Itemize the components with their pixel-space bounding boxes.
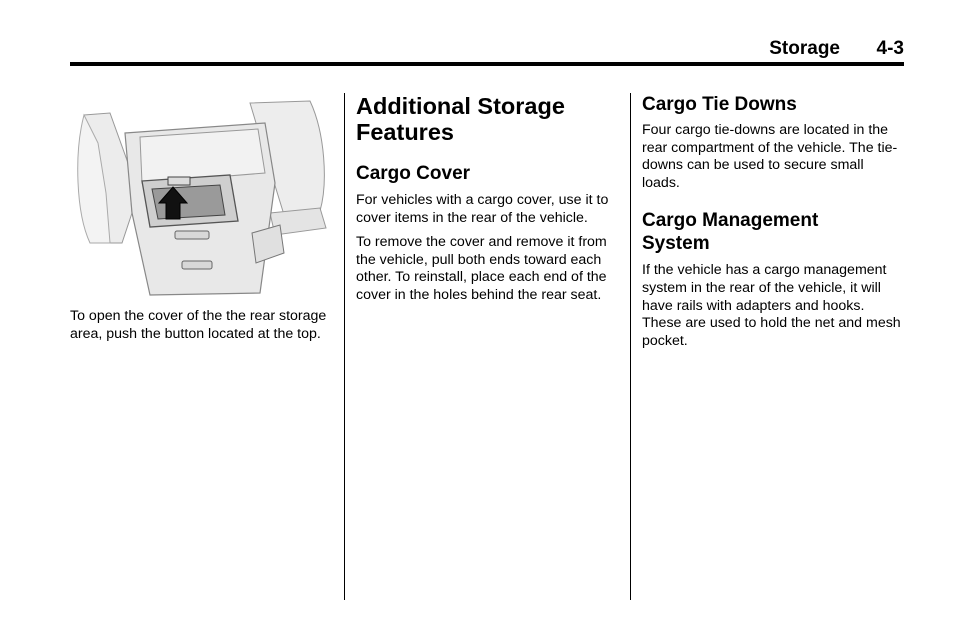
- cargo-cover-heading: Cargo Cover: [356, 163, 471, 184]
- header-rule: [70, 62, 904, 66]
- column-divider-1: [344, 93, 345, 600]
- console-storage-illustration-icon: [70, 93, 334, 298]
- section-heading-line2: Features: [356, 119, 454, 145]
- page-header: [70, 38, 904, 62]
- section-title: Storage: [769, 38, 840, 59]
- figure-caption: To open the cover of the the rear storage area, push the button located at the top.: [70, 308, 327, 342]
- middle-column: [356, 93, 618, 305]
- column-divider-2: [630, 93, 631, 600]
- cargo-cover-paragraph-1: For vehicles with a cargo cover, use it to cover items in the rear of the vehicle.: [356, 192, 609, 226]
- cargo-management-heading-line1: Cargo Management: [642, 210, 819, 232]
- right-column: [642, 93, 904, 350]
- cargo-cover-paragraph-2: To remove the cover and remove it from the vehicle, pull both ends toward each other. To reinstall, place each end of the cover in the holes behind the rear seat.: [356, 234, 607, 303]
- cargo-management-paragraph: If the vehicle has a cargo management system in the rear of the vehicle, it will have rails with adapters and hooks. These are used to hold the net and mesh pocket.: [642, 262, 901, 349]
- section-heading-line1: Additional Storage: [356, 93, 565, 119]
- cargo-tie-downs-paragraph: Four cargo tie-downs are located in the rear compartment of the vehicle. The tie-downs can be used to secure small loads.: [642, 122, 898, 191]
- section-heading: [356, 93, 618, 145]
- left-column: [70, 93, 334, 343]
- cargo-management-heading-line2: System: [642, 233, 710, 255]
- cargo-tie-downs-heading: Cargo Tie Downs: [642, 94, 797, 115]
- cargo-management-heading: [642, 209, 904, 255]
- page-number: 4-3: [876, 38, 904, 59]
